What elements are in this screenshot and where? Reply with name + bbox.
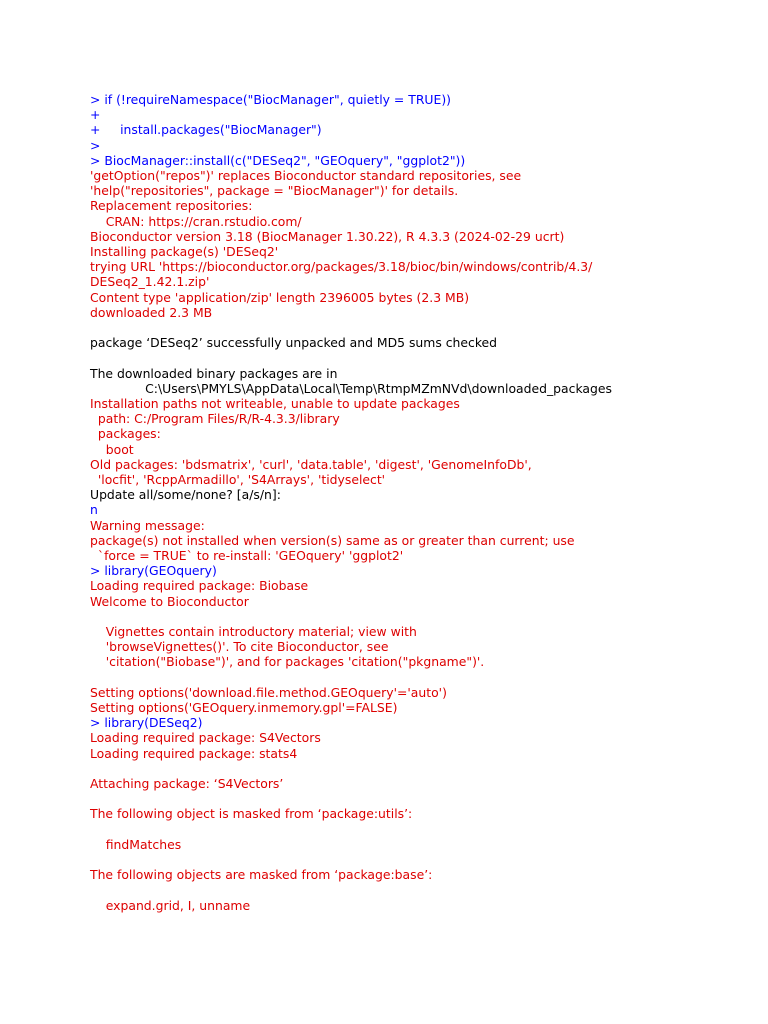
- console-message-line: Warning message:: [90, 517, 205, 533]
- console-message-line: Installation paths not writeable, unable to update packages: [90, 396, 460, 412]
- console-message-line: package(s) not installed when version(s) same as or greater than current; use: [90, 532, 575, 548]
- console-message-line: The following objects are masked from ‘package:base’:: [90, 867, 433, 883]
- console-message-line: Replacement repositories:: [90, 198, 253, 214]
- console-blank-line: [90, 761, 750, 776]
- console-message-line: Installing package(s) 'DESeq2': [90, 244, 279, 260]
- console-command-line: > BiocManager::install(c("DESeq2", "GEOquery", "ggplot2")): [90, 152, 466, 168]
- console-message-line: boot: [90, 441, 134, 457]
- console-command-line: + install.packages("BiocManager"): [90, 122, 322, 138]
- console-message-line: downloaded 2.3 MB: [90, 304, 213, 320]
- console-message-line: CRAN: https://cran.rstudio.com/: [90, 213, 302, 229]
- console-message-line: path: C:/Program Files/R/R-4.3.3/library: [90, 411, 340, 427]
- console-message-line: 'getOption("repos")' replaces Bioconductor standard repositories, see: [90, 168, 522, 184]
- console-command-line: > library(GEOquery): [90, 563, 217, 579]
- console-blank-line: [90, 852, 750, 867]
- console-message-line: Vignettes contain introductory material; view with: [90, 624, 417, 640]
- console-blank-line: [90, 670, 750, 685]
- console-blank-line: [90, 320, 750, 335]
- console-blank-line: [90, 609, 750, 624]
- console-command-line: > if (!requireNamespace("BiocManager", quietly = TRUE)): [90, 92, 451, 107]
- console-message-line: packages:: [90, 426, 161, 442]
- console-blank-line: [90, 822, 750, 837]
- console-message-line: findMatches: [90, 836, 182, 852]
- console-message-line: Setting options('GEOquery.inmemory.gpl'=FALSE): [90, 700, 398, 716]
- r-console-output: [90, 92, 750, 913]
- console-message-line: Loading required package: stats4: [90, 745, 298, 761]
- console-message-line: 'citation("Biobase")', and for packages 'citation("pkgname")'.: [90, 654, 485, 670]
- console-message-line: Loading required package: S4Vectors: [90, 730, 321, 746]
- console-output-line: Update all/some/none? [a/s/n]:: [90, 487, 281, 503]
- console-message-line: Bioconductor version 3.18 (BiocManager 1.30.22), R 4.3.3 (2024-02-29 ucrt): [90, 228, 565, 244]
- console-message-line: The following object is masked from ‘package:utils’:: [90, 806, 413, 822]
- console-message-line: Attaching package: ‘S4Vectors’: [90, 776, 284, 792]
- console-message-line: Content type 'application/zip' length 2396005 bytes (2.3 MB): [90, 289, 470, 305]
- console-message-line: Loading required package: Biobase: [90, 578, 309, 594]
- console-blank-line: [90, 882, 750, 897]
- console-output-line: C:\Users\PMYLS\AppData\Local\Temp\RtmpMZmNVd\downloaded_packages: [90, 380, 612, 396]
- console-command-line: +: [90, 107, 101, 123]
- console-message-line: 'help("repositories", package = "BiocManager")' for details.: [90, 183, 459, 199]
- console-message-line: trying URL 'https://bioconductor.org/packages/3.18/bioc/bin/windows/contrib/4.3/: [90, 259, 593, 275]
- console-message-line: Welcome to Bioconductor: [90, 593, 249, 609]
- console-command-line: n: [90, 502, 98, 518]
- console-blank-line: [90, 350, 750, 365]
- console-message-line: Old packages: 'bdsmatrix', 'curl', 'data.table', 'digest', 'GenomeInfoDb',: [90, 456, 532, 472]
- console-message-line: 'browseVignettes()'. To cite Bioconductor, see: [90, 639, 389, 655]
- console-message-line: 'locfit', 'RcppArmadillo', 'S4Arrays', 'tidyselect': [90, 472, 386, 488]
- console-blank-line: [90, 791, 750, 806]
- console-output-line: The downloaded binary packages are in: [90, 365, 338, 381]
- console-message-line: `force = TRUE` to re-install: 'GEOquery' 'ggplot2': [90, 548, 404, 564]
- console-command-line: >: [90, 137, 101, 153]
- console-command-line: > library(DESeq2): [90, 715, 203, 731]
- console-message-line: Setting options('download.file.method.GEOquery'='auto'): [90, 684, 447, 700]
- console-output-line: package ‘DESeq2’ successfully unpacked and MD5 sums checked: [90, 335, 498, 351]
- console-message-line: expand.grid, I, unname: [90, 897, 251, 913]
- console-message-line: DESeq2_1.42.1.zip': [90, 274, 210, 290]
